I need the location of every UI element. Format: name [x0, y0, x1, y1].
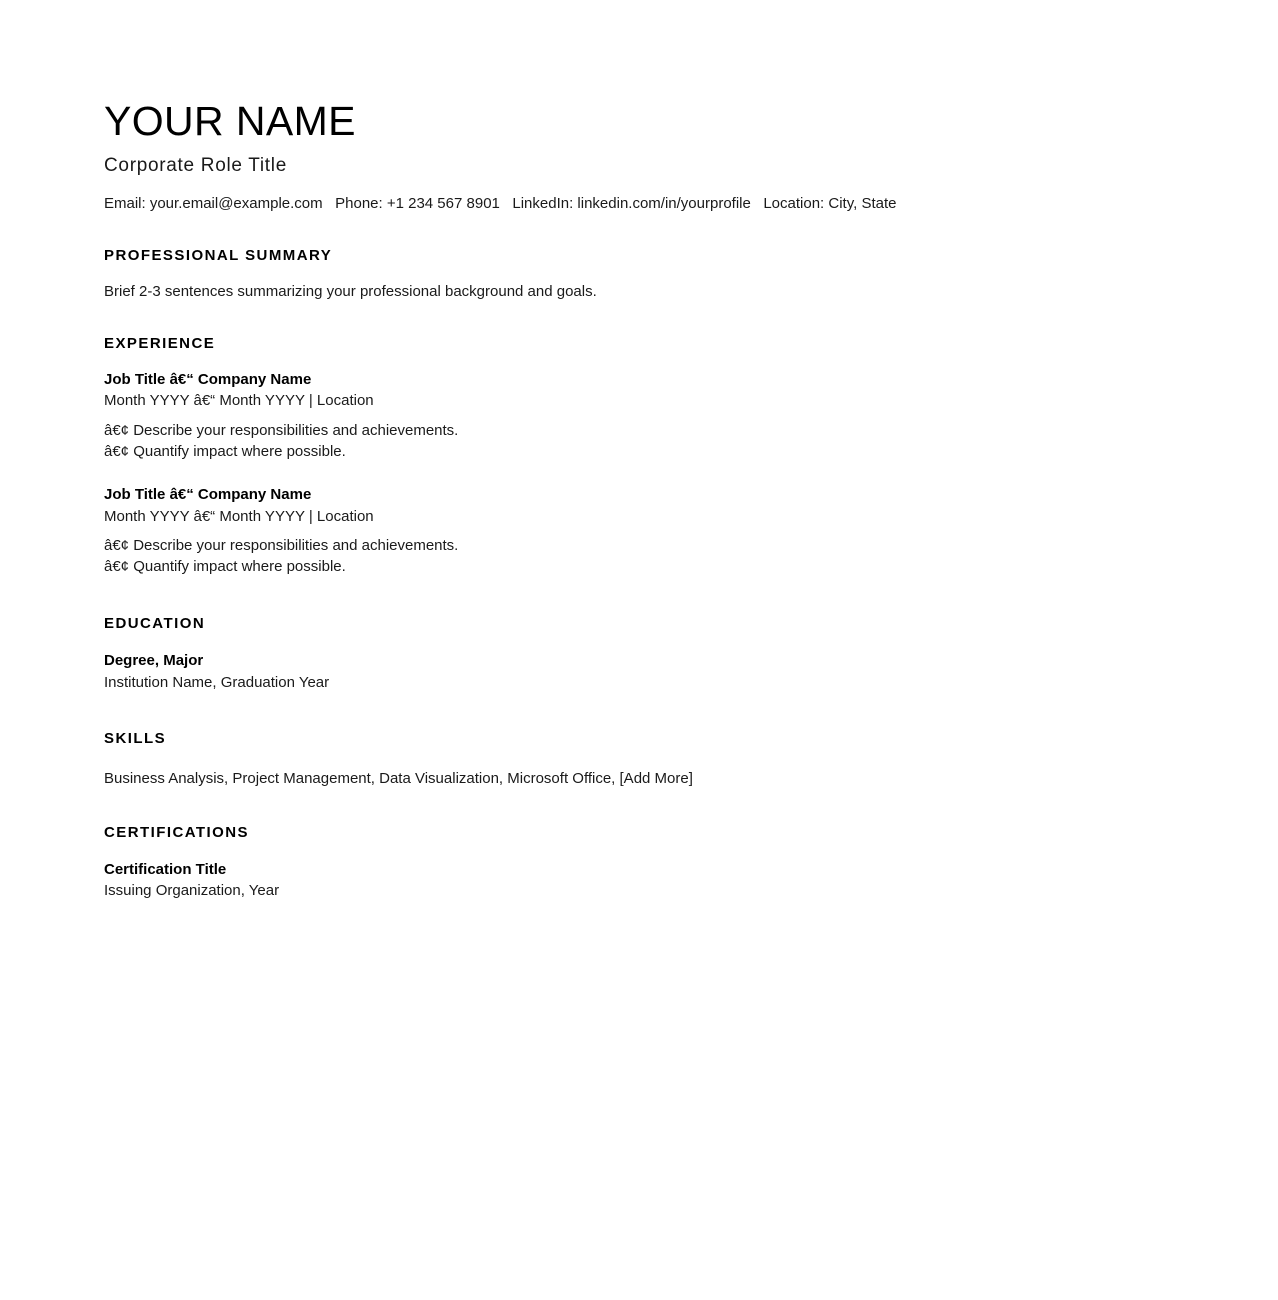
resume-content — [104, 100, 1004, 902]
experience-bullet: â€¢ Describe your responsibilities and achievements. — [104, 536, 459, 554]
section-professional-summary — [104, 247, 1004, 302]
skills-list-text: Business Analysis, Project Management, Data Visualization, Microsoft Office, [Add More] — [104, 770, 693, 788]
section-certifications — [104, 824, 1004, 902]
certification-issuer: Issuing Organization, Year — [104, 882, 280, 900]
experience-entry — [104, 369, 1004, 462]
certification-title: Certification Title — [104, 861, 227, 879]
education-degree: Degree, Major — [104, 652, 204, 670]
candidate-role-title: Corporate Role Title — [104, 155, 287, 177]
section-skills — [104, 730, 1004, 789]
section-heading-skills: SKILLS — [104, 730, 167, 748]
experience-bullet: â€¢ Describe your responsibilities and achievements. — [104, 421, 459, 439]
experience-bullet: â€¢ Quantify impact where possible. — [104, 442, 346, 460]
education-institution: Institution Name, Graduation Year — [104, 673, 330, 691]
experience-entry — [104, 484, 1004, 577]
experience-job-title: Job Title â€“ Company Name — [104, 371, 312, 389]
experience-job-meta: Month YYYY â€“ Month YYYY | Location — [104, 507, 374, 525]
section-heading-experience: EXPERIENCE — [104, 335, 216, 353]
section-experience — [104, 335, 1004, 577]
professional-summary-text: Brief 2-3 sentences summarizing your professional background and goals. — [104, 283, 597, 301]
section-heading-professional-summary: PROFESSIONAL SUMMARY — [104, 247, 333, 265]
section-heading-certifications: CERTIFICATIONS — [104, 824, 250, 842]
candidate-name: YOUR NAME — [104, 98, 356, 144]
section-heading-education: EDUCATION — [104, 615, 206, 633]
section-education — [104, 615, 1004, 693]
experience-job-meta: Month YYYY â€“ Month YYYY | Location — [104, 392, 374, 410]
experience-job-title: Job Title â€“ Company Name — [104, 486, 312, 504]
resume-header — [104, 100, 1004, 214]
contact-info-line: Email: your.email@example.com Phone: +1 234 567 8901 LinkedIn: linkedin.com/in/yourprofile Location: City, State — [104, 194, 897, 212]
experience-bullet: â€¢ Quantify impact where possible. — [104, 558, 346, 576]
